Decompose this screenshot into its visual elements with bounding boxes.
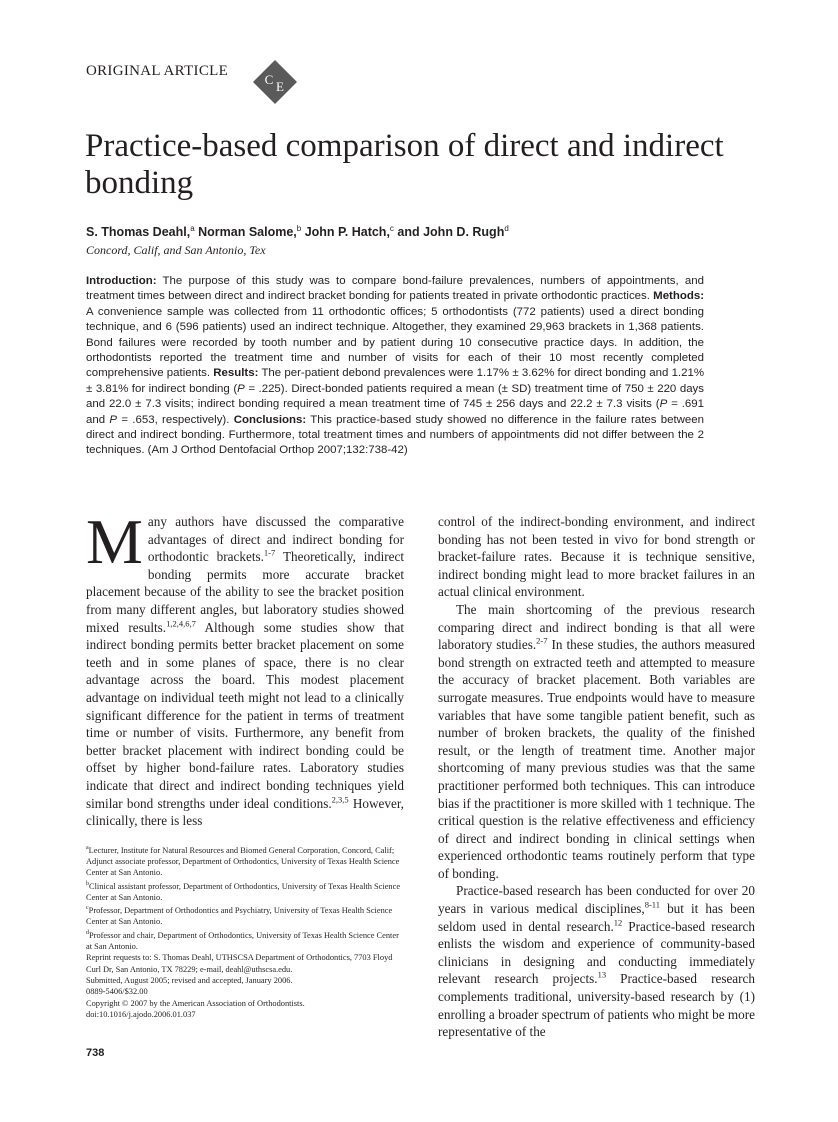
reprint-requests: Reprint requests to: S. Thomas Deahl, UTHSCSA Department of Orthodontics, 7703 Floyd Curl Dr, San Antonio, TX 78229; e-mail, deahl@uthscsa.edu. — [86, 953, 393, 974]
body-paragraph — [438, 601, 755, 883]
footnote-mark: b — [86, 880, 89, 887]
badge-letter-c: C — [264, 72, 274, 87]
author-affiliation-mark: a — [190, 224, 195, 233]
abstract-introduction-label: Introduction: — [86, 275, 157, 287]
body-text: Although some studies show that indirect bonding permits better bracket placement on some teeth and in some planes of space, there is no clear advantage across the board. This modest placement advantage on individual teeth might not lead to a clinically significant difference for the patient in terms of treatment time or number of visits. Furthermore, any benefit from better bracket placement with indirect bonding could be offset by higher bond-failure rates. Laboratory studies indicate that direct and indirect bonding techniques yield similar bond strengths under ideal conditions. — [86, 619, 404, 811]
abstract-results-text: = .653, respectively). — [117, 413, 234, 426]
footnote-mark: d — [86, 929, 89, 936]
doi: doi:10.1016/j.ajodo.2006.01.037 — [86, 1010, 196, 1019]
page-number: 738 — [86, 1047, 105, 1059]
author-name: John P. Hatch, — [301, 225, 390, 240]
submission-dates: Submitted, August 2005; revised and accepted, January 2006. — [86, 975, 293, 985]
badge-letter-e: E — [276, 79, 284, 94]
body-text: Practice-based research has been conducted for over 20 years in various medical disciplines, — [438, 883, 755, 917]
footnote-a — [86, 843, 404, 879]
body-column-right — [438, 513, 755, 1041]
abstract-results-label: Results: — [213, 367, 259, 380]
footnote-text: Professor, Department of Orthodontics and Psychiatry, University of Texas Health Science Center at San Antonio. — [86, 906, 393, 927]
copyright: Copyright © 2007 by the American Association of Orthodontists. — [86, 998, 305, 1008]
p-value-symbol: P — [659, 398, 668, 411]
body-paragraph: control of the indirect-bonding environment, and indirect bonding has not been tested in vivo for bond strength or bracket-failure rates. Because it is technique sensitive, indirect bonding might lead to more bracket failures in an actual clinical environment. — [438, 514, 755, 600]
abstract-results-text: = .691 and — [86, 398, 705, 426]
body-text: but it has been seldom used in dental research. — [438, 901, 755, 934]
footnote-text: Clinical assistant professor, Department of Orthodontics, University of Texas Health Science Center at San Antonio. — [86, 881, 401, 902]
affiliation-line: Concord, Calif, and San Antonio, Tex — [86, 243, 266, 257]
body-text: any authors have discussed the comparative advantages of direct and indirect bonding for orthodontic brackets. — [147, 514, 404, 565]
body-paragraph — [438, 882, 755, 1040]
author-affiliation-mark: c — [389, 224, 394, 233]
author-name: Norman Salome, — [194, 225, 297, 240]
author-name: S. Thomas Deahl, — [86, 225, 191, 240]
footnote-mark: c — [86, 905, 89, 912]
abstract-methods-text: A convenience sample was collected from 11 orthodontic offices; 5 orthodontists (772 patients) used a direct bonding technique, and 6 (596 patients) used an indirect technique. Altogether, they examined 29,963 brackets in 1,368 patients. Bond failures were recorded by tooth number and by patient during 10 consecutive practice days. In addition, the orthodontists reported the treatment time and number of visits for each of their 10 most recently completed comprehensive patients. — [86, 305, 704, 380]
abstract-conclusions-text: This practice-based study showed no difference in the failure rates between direct and indirect bonding. Furthermore, total treatment times and numbers of appointments did not differ between the 2 techniques. (Am J Orthod Dentofacial Orthop 2007;132:738-42) — [86, 413, 704, 457]
abstract-conclusions-label: Conclusions: — [233, 413, 307, 426]
body-text: In these studies, the authors measured bond strength on extracted teeth and attempted to measure the accuracy of bracket placement. Both variables are surrogate measures. True endpoints would have to measure variables that have some tangible patient benefit, such as number of broken brackets, the quality of the finished result, or the length of treatment time. Another major shortcoming of many previous studies was that the same practitioner performed both techniques. This can introduce bias if the practitioner is more skilled with 1 technique. The critical question is the relative effectiveness and efficiency of direct and indirect bonding in clinical settings when experienced orthodontic teams routinely perform that type of bonding. — [438, 637, 755, 881]
abstract-results-text: = .225). Direct-bonded patients required a mean (± SD) treatment time of 750 ± 220 days and 22.0 ± 7.3 visits; indirect bonding required a mean treatment time of 745 ± 256 days and 22.2 ± 7.3 visits ( — [86, 382, 704, 411]
author-list — [86, 224, 509, 239]
citation-ref: 1-7 — [263, 547, 276, 558]
citation-ref: 2-7 — [536, 635, 548, 646]
author-affiliation-mark: b — [296, 224, 302, 233]
citation-ref: 12 — [613, 917, 623, 928]
footnote-text: Professor and chair, Department of Orthodontics, University of Texas Health Science Center at San Antonio. — [86, 930, 399, 951]
footnotes — [86, 843, 404, 1020]
citation-ref: 8-11 — [644, 899, 660, 910]
abstract — [86, 274, 704, 459]
body-text: Practice-based research complements traditional, university-based research by (1) enrolling a broader spectrum of patients who might be more representative of the — [438, 971, 755, 1040]
body-text: However, clinically, there is less — [86, 795, 404, 829]
body-column-left — [86, 506, 404, 830]
footnote-b — [86, 879, 404, 903]
footnote-mark: a — [86, 845, 89, 851]
footnote-d — [86, 928, 404, 952]
body-text: Theoretically, indirect bonding permits more accurate bracket placement because of the ability to see the bracket position from many different angles, but laboratory studies showed mixed results. — [86, 549, 404, 635]
abstract-introduction-text: The purpose of this study was to compare bond-failure prevalences, numbers of appointments, and treatment times between direct and indirect bracket bonding for patients treated in private orthodontic practices. — [86, 275, 704, 303]
issn: 0889-5406/$32.00 — [86, 987, 148, 997]
body-text: Practice-based research enlists the wisdom and experience of community-based clinicians in designing and conducting immediately relevant research projects. — [438, 918, 755, 987]
section-label: ORIGINAL ARTICLE — [86, 63, 229, 79]
body-paragraph — [86, 506, 404, 830]
p-value-symbol: P — [237, 382, 245, 395]
abstract-methods-label: Methods: — [653, 290, 704, 303]
p-value-symbol: P — [109, 413, 118, 426]
citation-ref: 2,3,5 — [331, 794, 349, 805]
citation-ref: 1,2,4,6,7 — [166, 618, 196, 629]
drop-cap: M — [86, 506, 143, 577]
abstract-results-text: The per-patient debond prevalences were 1.17% ± 3.62% for direct bonding and 1.21% ± 3.81% for indirect bonding ( — [86, 367, 704, 395]
footnote-text: Lecturer, Institute for Natural Resources and Biomed General Corporation, Concord, Calif; Adjunct associate professor, Department of Orthodontics, University of Texas Health Science Center at San Antonio. — [86, 845, 400, 878]
author-affiliation-mark: d — [504, 224, 509, 233]
ce-badge-icon — [252, 59, 298, 105]
citation-ref: 13 — [597, 970, 607, 981]
article-title: Practice-based comparison of direct and indirect bonding — [85, 128, 724, 201]
author-name: and John D. Rugh — [393, 225, 505, 240]
footnote-c — [86, 903, 404, 927]
body-text: The main shortcoming of the previous research comparing direct and indirect bonding is that all were laboratory studies. — [438, 601, 755, 653]
